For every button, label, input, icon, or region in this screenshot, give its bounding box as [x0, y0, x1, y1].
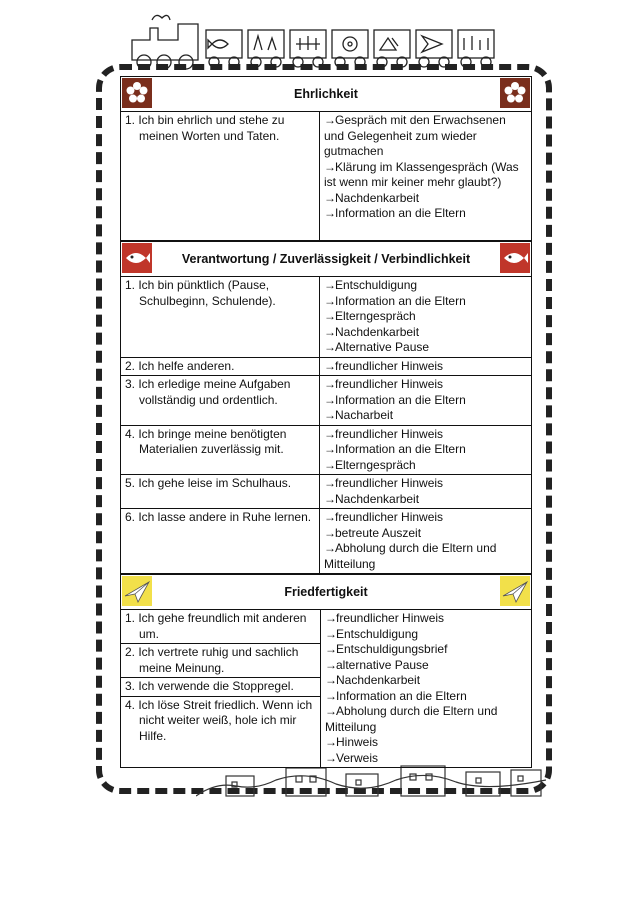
consequence-item: →Nachdenkarbeit	[324, 491, 420, 506]
consequence-item: →Information an die Eltern	[325, 688, 467, 703]
rule-cell: 3. Ich verwende die Stoppregel.	[121, 678, 320, 697]
table-row	[121, 475, 532, 509]
consequence-item: →Nachdenkarbeit	[324, 324, 420, 339]
consequence-item: →freundlicher Hinweis	[324, 426, 444, 441]
table-row	[121, 112, 532, 241]
rules-column	[121, 610, 321, 767]
fish-icon	[500, 243, 530, 273]
section-title-verantwortung: Verantwortung / Zuverlässigkeit / Verbindlichkeit	[181, 252, 471, 266]
table-row	[121, 277, 532, 358]
consequence-item: →freundlicher Hinweis	[325, 611, 445, 625]
train-illustration	[128, 10, 528, 72]
consequence-cell	[321, 610, 531, 767]
rule-cell: 1. Ich gehe freundlich mit anderen um.	[121, 610, 320, 644]
rule-cell: 4. Ich bringe meine benötigten Materialien zuverlässig mit.	[121, 425, 320, 475]
consequence-item: →Abholung durch die Eltern und Mitteilung	[325, 704, 498, 734]
consequence-item: →betreute Auszeit	[324, 525, 422, 540]
section-header-verantwortung	[120, 241, 532, 276]
consequence-item: →Hinweis	[325, 735, 379, 749]
table-ehrlichkeit	[120, 111, 532, 241]
consequence-cell	[320, 112, 532, 241]
section-title-ehrlichkeit: Ehrlichkeit	[294, 87, 358, 101]
rule-cell: 5. Ich gehe leise im Schulhaus.	[121, 475, 320, 509]
paper-plane-icon	[500, 576, 530, 606]
flower-icon	[500, 78, 530, 108]
consequence-item: →Information an die Eltern	[324, 442, 466, 456]
rules-document	[120, 76, 532, 768]
table-friedfertigkeit	[120, 609, 532, 768]
flower-icon	[122, 78, 152, 108]
rule-cell: 4. Ich löse Streit friedlich. Wenn ich nicht weiter weiß, hole ich mir Hilfe.	[125, 697, 313, 743]
table-row	[121, 376, 532, 426]
table-row	[121, 357, 532, 376]
consequence-cell	[320, 475, 532, 509]
consequence-cell	[320, 509, 532, 574]
table-row	[121, 509, 532, 574]
consequence-item: →freundlicher Hinweis	[324, 358, 444, 373]
consequence-item: →Nachdenkarbeit	[324, 190, 420, 205]
paper-plane-icon	[122, 576, 152, 606]
section-title-friedfertigkeit: Friedfertigkeit	[284, 585, 368, 599]
table-verantwortung	[120, 276, 532, 574]
consequence-item: →freundlicher Hinweis	[324, 510, 444, 524]
rule-cell: 2. Ich helfe anderen.	[121, 357, 320, 376]
consequence-item: →Elterngespräch	[324, 309, 416, 323]
consequence-item: →Alternative Pause	[324, 340, 430, 354]
consequence-item: →Entschuldigungsbrief	[325, 642, 448, 656]
consequence-cell	[320, 376, 532, 426]
rule-cell: 3. Ich erledige meine Aufgaben vollständig und ordentlich.	[121, 376, 320, 426]
consequence-item: →Entschuldigung	[324, 278, 418, 292]
consequence-item: →Information an die Eltern	[324, 392, 466, 407]
consequence-item: →Information an die Eltern	[324, 206, 466, 220]
consequence-item: →alternative Pause	[325, 657, 429, 672]
consequence-cell	[320, 277, 532, 358]
rule-cell: 2. Ich vertrete ruhig und sachlich meine Meinung.	[121, 644, 320, 678]
consequence-item: →Verweis	[325, 750, 379, 765]
consequence-cell	[320, 425, 532, 475]
section-header-friedfertigkeit	[120, 574, 532, 609]
consequence-item: →Gespräch mit den Erwachsenen und Gelegenheit zum wieder gutmachen	[324, 113, 506, 158]
rule-cell: 1. Ich bin ehrlich und stehe zu meinen Worten und Taten.	[121, 112, 320, 241]
consequence-item: →Klärung im Klassengespräch (Was ist wenn mir keiner mehr glaubt?)	[324, 159, 519, 189]
consequence-item: →Entschuldigung	[325, 626, 419, 641]
rule-cell: 6. Ich lasse andere in Ruhe lernen.	[121, 509, 320, 574]
fish-icon	[122, 243, 152, 273]
consequence-item: →Nacharbeit	[324, 408, 394, 422]
consequence-item: →freundlicher Hinweis	[324, 377, 444, 391]
section-header-ehrlichkeit	[120, 76, 532, 111]
table-row	[121, 425, 532, 475]
consequence-cell	[320, 357, 532, 376]
consequence-item: →Abholung durch die Eltern und Mitteilung	[324, 541, 497, 571]
consequence-item: →freundlicher Hinweis	[324, 476, 444, 490]
consequence-item: →Information an die Eltern	[324, 293, 466, 308]
rule-cell: 1. Ich bin pünktlich (Pause, Schulbeginn, Schulende).	[121, 277, 320, 358]
consequence-item: →Nachdenkarbeit	[325, 673, 421, 687]
consequence-item: →Elterngespräch	[324, 457, 416, 472]
